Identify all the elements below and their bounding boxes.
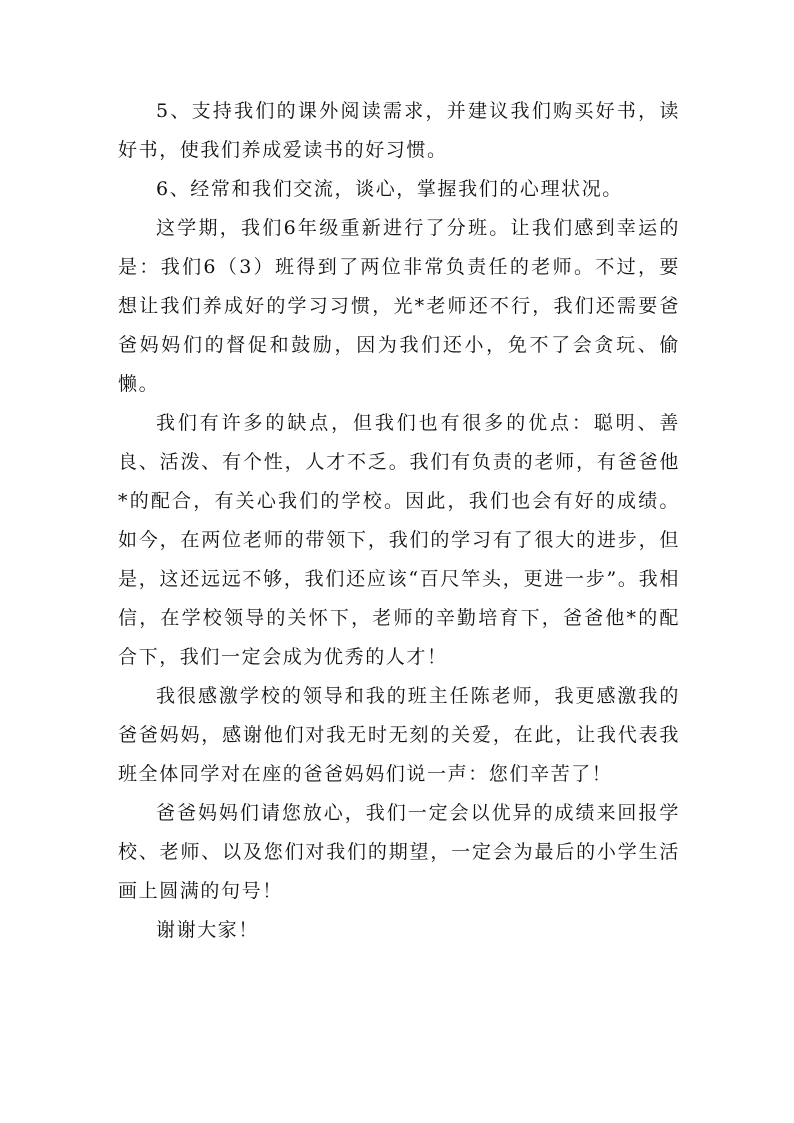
paragraph-item-5: 5、支持我们的课外阅读需求，并建议我们购买好书，读好书，使我们养成爱读书的好习惯。 <box>118 100 680 161</box>
paragraph-promise: 爸爸妈妈们请您放心，我们一定会以优异的成绩来回报学校、老师、以及您们对我们的期望，一定会为最后的小学生活画上圆满的句号！ <box>118 802 680 902</box>
document-body <box>118 92 680 950</box>
paragraph-item-6: 6、经常和我们交流，谈心，掌握我们的心理状况。 <box>156 178 623 200</box>
paragraph-strengths: 我们有许多的缺点，但我们也有很多的优点：聪明、善良、活泼、有个性，人才不乏。我们有负责的老师，有爸爸他*的配合，有关心我们的学校。因此，我们也会有好的成绩。如今，在两位老师的带领下，我们的学习有了很大的进步，但是，这还远远不够，我们还应该“百尺竿头，更进一步”。我相信，在学校领导的关怀下，老师的辛勤培育下，爸爸他*的配合下，我们一定会成为优秀的人才！ <box>118 412 680 668</box>
paragraph-gratitude: 我很感激学校的领导和我的班主任陈老师，我更感激我的爸爸妈妈，感谢他们对我无时无刻的关爱，在此，让我代表我班全体同学对在座的爸爸妈妈们说一声：您们辛苦了！ <box>118 685 680 785</box>
paragraph-class-intro: 这学期，我们6年级重新进行了分班。让我们感到幸运的是：我们6（3）班得到了两位非常负责任的老师。不过，要想让我们养成好的学习习惯，光*老师还不行，我们还需要爸爸妈妈们的督促和鼓励，因为我们还小，免不了会贪玩、偷懒。 <box>118 217 680 395</box>
paragraph-thanks: 谢谢大家！ <box>156 919 260 941</box>
